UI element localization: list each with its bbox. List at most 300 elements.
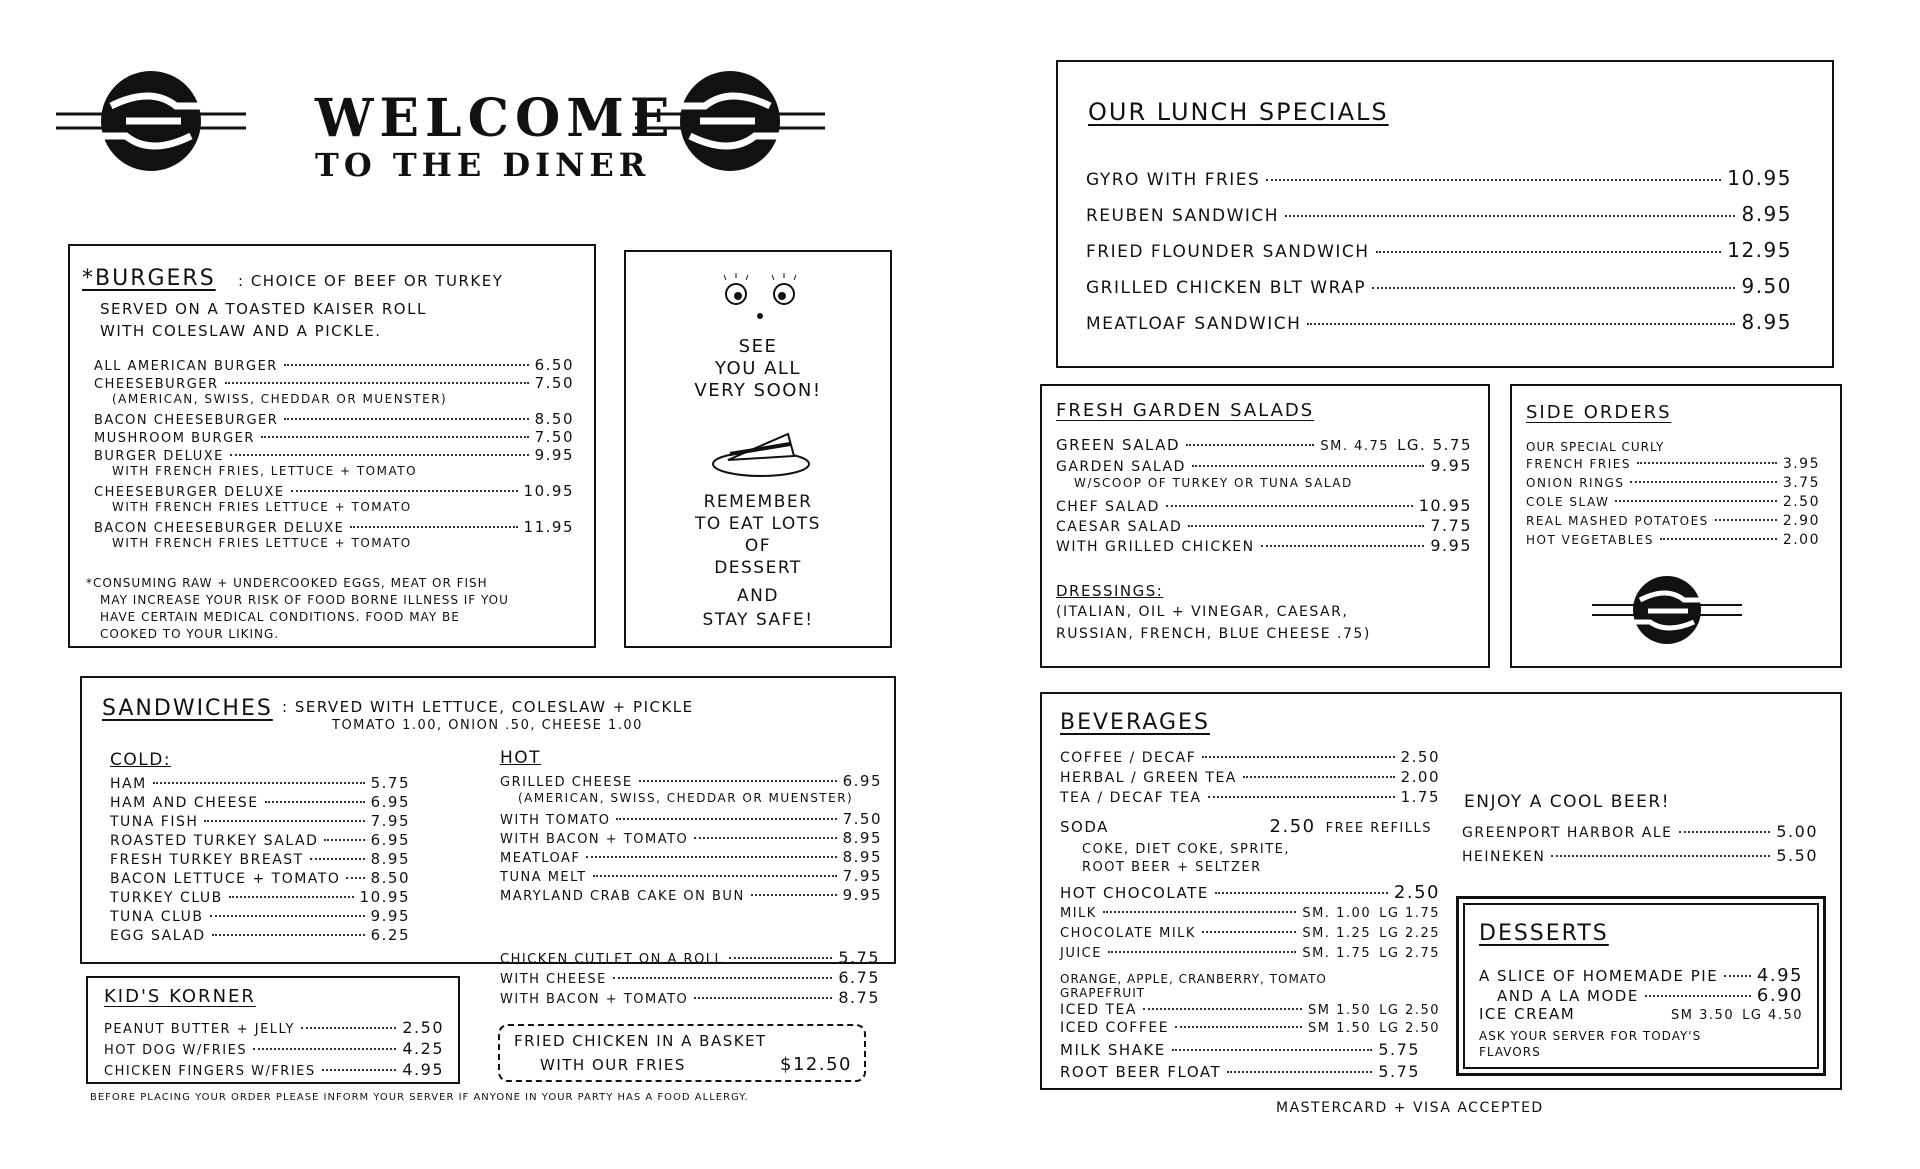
menu-item-name: WITH FRENCH FRIES LETTUCE + TOMATO — [112, 536, 412, 550]
pie-price: 4.95 — [1756, 965, 1803, 986]
message-line-1: SEE — [738, 336, 778, 357]
menu-item-name: FRENCH FRIES — [1526, 457, 1631, 471]
leader-dots — [751, 894, 837, 896]
kids-section — [86, 976, 460, 1084]
menu-item-name: JUICE — [1060, 946, 1102, 961]
menu-item-name: GRILLED CHEESE — [500, 775, 633, 790]
menu-item-row — [1462, 846, 1818, 865]
a-la-mode-row — [1497, 985, 1803, 1006]
menu-item-row — [1060, 768, 1440, 786]
soda-name: SODA — [1060, 818, 1109, 836]
leader-dots — [639, 780, 837, 782]
menu-item-row — [1056, 496, 1472, 515]
pie-slice-icon — [706, 420, 816, 480]
size-small-price: SM 1.50 — [1308, 1021, 1372, 1036]
leader-dots — [324, 839, 364, 841]
menu-item-name: REAL MASHED POTATOES — [1526, 514, 1709, 528]
sides-list — [1526, 456, 1820, 556]
menu-item-row — [500, 968, 880, 987]
green-salad-sm: SM. 4.75 — [1320, 439, 1390, 454]
menu-item-row — [500, 948, 880, 967]
menu-item-name: GARDEN SALAD — [1056, 459, 1186, 475]
menu-item-price: 3.95 — [1782, 456, 1820, 472]
menu-item-row — [1086, 238, 1792, 262]
menu-item-row — [94, 518, 574, 536]
menu-item-row — [110, 926, 410, 944]
soda-types-2: ROOT BEER + SELTZER — [1082, 860, 1262, 875]
menu-item-row — [1060, 748, 1440, 766]
menu-item-row — [500, 988, 880, 1007]
leader-dots — [729, 957, 832, 959]
cold-sandwich-list — [110, 774, 410, 954]
menu-item-row — [500, 867, 882, 885]
leader-dots — [1166, 505, 1413, 507]
menu-item-price: 5.75 — [1378, 1040, 1420, 1059]
hot-title: HOT — [500, 748, 542, 768]
menu-item-name: WITH GRILLED CHICKEN — [1056, 539, 1255, 555]
leader-dots — [1186, 444, 1314, 446]
leader-dots — [261, 436, 529, 438]
menu-item-name: MARYLAND CRAB CAKE ON BUN — [500, 889, 745, 904]
leader-dots — [1103, 911, 1297, 913]
size-large-price: LG 1.75 — [1379, 906, 1440, 921]
menu-item-name: GRILLED CHICKEN BLT WRAP — [1086, 278, 1367, 298]
menu-item-price: 5.50 — [1776, 846, 1818, 865]
beer-title: ENJOY A COOL BEER! — [1464, 792, 1671, 812]
diner-logo-right — [625, 66, 825, 176]
green-salad-row — [1056, 436, 1472, 454]
leader-dots — [1227, 1071, 1372, 1073]
menu-item-price: 5.75 — [1378, 1062, 1420, 1081]
welcome-title: WELCOME — [315, 88, 676, 149]
menu-item-name: BACON LETTUCE + TOMATO — [110, 871, 341, 887]
menu-item-name: PEANUT BUTTER + JELLY — [104, 1022, 295, 1037]
menu-item-row — [104, 1039, 444, 1058]
fried-chicken-basket — [498, 1024, 866, 1082]
menu-item-price: 2.00 — [1400, 768, 1440, 786]
menu-item-price: 8.95 — [842, 829, 882, 847]
dressings-line-2: RUSSIAN, FRENCH, BLUE CHEESE .75) — [1056, 626, 1371, 642]
menu-item-name: CHEESEBURGER — [94, 377, 219, 392]
soda-price: 2.50 — [1269, 816, 1316, 837]
leader-dots — [1175, 1026, 1302, 1028]
menu-item-price: 2.50 — [402, 1018, 444, 1037]
side-orders-section — [1510, 384, 1842, 668]
menu-item-price: 2.50 — [1400, 748, 1440, 766]
hot-chocolate-name: HOT CHOCOLATE — [1060, 884, 1209, 902]
sandwiches-sub-1: : SERVED WITH LETTUCE, COLESLAW + PICKLE — [282, 698, 694, 716]
menu-item-row — [1526, 532, 1820, 548]
menu-item-row — [94, 374, 574, 392]
menu-item-row — [1086, 202, 1792, 226]
menu-item-name: ICED TEA — [1060, 1002, 1137, 1018]
menu-item-row — [94, 536, 574, 550]
leader-dots — [1261, 545, 1425, 547]
menu-item-price: 6.25 — [370, 926, 410, 944]
hot-chocolate-price: 2.50 — [1393, 882, 1440, 903]
kids-list — [104, 1018, 444, 1084]
menu-item-row — [1060, 788, 1440, 806]
leader-dots — [1172, 1049, 1373, 1051]
menu-item-name: ROOT BEER FLOAT — [1060, 1063, 1222, 1081]
leader-dots — [1202, 931, 1296, 933]
green-salad-lg: LG. 5.75 — [1397, 436, 1472, 454]
menu-item-row — [1086, 274, 1792, 298]
menu-item-row — [1526, 494, 1820, 510]
menu-item-row — [500, 772, 882, 790]
menu-item-row — [1056, 476, 1472, 490]
menu-item-price: 10.95 — [359, 888, 410, 906]
menu-item-name: EGG SALAD — [110, 928, 206, 944]
menu-item-price: 9.50 — [1741, 274, 1792, 298]
menu-item-name: CHICKEN CUTLET ON A ROLL — [500, 952, 724, 967]
menu-item-price: 2.50 — [1782, 494, 1820, 510]
menu-item-price: 9.95 — [1430, 536, 1472, 555]
menu-item-price: 3.75 — [1782, 475, 1820, 491]
menu-item-price: 2.90 — [1782, 513, 1820, 529]
menu-item-name: GREENPORT HARBOR ALE — [1462, 825, 1673, 841]
juice-types-2: GRAPEFRUIT — [1060, 986, 1146, 1000]
ice-cream-row — [1479, 1005, 1803, 1023]
message-line-3: VERY SOON! — [694, 380, 822, 401]
diner-logo-small — [1592, 570, 1742, 650]
leader-dots — [153, 782, 365, 784]
sandwiches-sub-2: TOMATO 1.00, ONION .50, CHEESE 1.00 — [332, 718, 643, 733]
menu-item-row — [104, 1018, 444, 1037]
leader-dots — [284, 364, 529, 366]
leader-dots — [253, 1048, 396, 1050]
menu-item-name: ROASTED TURKEY SALAD — [110, 833, 319, 849]
ice-cream-sm: SM 3.50 — [1671, 1008, 1735, 1023]
menu-item-price: 9.95 — [370, 907, 410, 925]
menu-item-price: 11.95 — [523, 518, 574, 536]
fried-chicken-line-1: FRIED CHICKEN IN A BASKET — [514, 1032, 767, 1050]
menu-item-price: 9.95 — [1430, 456, 1472, 475]
menu-item-name: WITH FRENCH FRIES, LETTUCE + TOMATO — [112, 464, 418, 478]
menu-item-row — [110, 831, 410, 849]
menu-item-name: CHOCOLATE MILK — [1060, 926, 1196, 941]
leader-dots — [265, 801, 365, 803]
a-la-mode-price: 6.90 — [1756, 985, 1803, 1006]
menu-item-row — [110, 907, 410, 925]
salads-title: FRESH GARDEN SALADS — [1056, 400, 1315, 421]
leader-dots — [1372, 287, 1735, 289]
leader-dots — [284, 418, 528, 420]
size-large-price: LG 2.50 — [1379, 1003, 1440, 1018]
menu-item-row — [1060, 1020, 1440, 1036]
menu-item-name: BURGER DELUXE — [94, 449, 224, 464]
menu-item-price: 8.50 — [534, 410, 574, 428]
leader-dots — [229, 896, 354, 898]
lunch-specials-section — [1056, 60, 1834, 368]
size-large-price: LG 2.50 — [1379, 1021, 1440, 1036]
green-salad-name: GREEN SALAD — [1056, 436, 1181, 454]
hot-sandwich-list — [500, 772, 882, 912]
message-section — [624, 250, 892, 648]
soda-types-1: COKE, DIET COKE, SPRITE, — [1082, 842, 1291, 857]
burgers-desc-1: SERVED ON A TOASTED KAISER ROLL — [100, 300, 427, 318]
ask-server-2: FLAVORS — [1479, 1045, 1541, 1059]
menu-item-name: BACON CHEESEBURGER — [94, 413, 279, 428]
leader-dots — [204, 820, 364, 822]
menu-item-name: ONION RINGS — [1526, 476, 1625, 490]
soda-row — [1060, 816, 1440, 837]
menu-item-name: WITH TOMATO — [500, 813, 611, 828]
menu-item-name: HERBAL / GREEN TEA — [1060, 770, 1237, 786]
leader-dots — [1243, 776, 1395, 778]
menu-item-row — [1060, 1040, 1420, 1059]
leader-dots — [1215, 892, 1388, 894]
menu-item-name: MILK SHAKE — [1060, 1041, 1166, 1059]
salads-section — [1040, 384, 1490, 668]
food-warning-2: MAY INCREASE YOUR RISK OF FOOD BORNE ILLNESS IF YOU — [100, 593, 509, 607]
menu-item-price: 10.95 — [1418, 496, 1472, 515]
menu-item-name: WITH BACON + TOMATO — [500, 832, 689, 847]
food-warning-1: *CONSUMING RAW + UNDERCOOKED EGGS, MEAT OR FISH — [86, 576, 488, 590]
menu-item-name: CAESAR SALAD — [1056, 519, 1183, 535]
menu-item-price: 5.00 — [1776, 822, 1818, 841]
leader-dots — [1715, 519, 1777, 521]
leader-dots — [225, 382, 529, 384]
menu-item-name: MILK — [1060, 906, 1097, 921]
menu-item-name: ALL AMERICAN BURGER — [94, 359, 278, 374]
menu-item-price: 6.95 — [370, 831, 410, 849]
menu-item-row — [94, 428, 574, 446]
menu-item-price: 8.50 — [370, 869, 410, 887]
beverages-section — [1040, 692, 1842, 1090]
juice-types-1: ORANGE, APPLE, CRANBERRY, TOMATO — [1060, 972, 1327, 986]
hot-chocolate-row — [1060, 882, 1440, 903]
size-small-price: SM. 1.25 — [1302, 926, 1372, 941]
leader-dots — [694, 997, 832, 999]
menu-item-row — [104, 1060, 444, 1079]
menu-item-price: 6.95 — [370, 793, 410, 811]
leader-dots — [350, 526, 517, 528]
pie-row — [1479, 965, 1803, 986]
menu-item-price: 5.75 — [838, 948, 880, 967]
menu-item-row — [1060, 946, 1440, 961]
menu-item-name: HOT VEGETABLES — [1526, 533, 1655, 547]
sandwiches-section — [80, 676, 896, 964]
leader-dots — [1188, 525, 1424, 527]
menu-item-name: CHEF SALAD — [1056, 499, 1160, 515]
menu-item-price: 1.75 — [1400, 788, 1440, 806]
beer-list — [1462, 822, 1818, 872]
menu-item-name: GYRO WITH FRIES — [1086, 170, 1261, 190]
dressings-line-1: (ITALIAN, OIL + VINEGAR, CAESAR, — [1056, 604, 1349, 620]
leader-dots — [1551, 855, 1770, 857]
leader-dots — [212, 934, 365, 936]
menu-item-name: W/SCOOP OF TURKEY OR TUNA SALAD — [1074, 476, 1353, 490]
menu-item-row — [94, 464, 574, 478]
menu-item-row — [1086, 166, 1792, 190]
leader-dots — [694, 837, 836, 839]
menu-item-row — [94, 482, 574, 500]
menu-item-name: FRIED FLOUNDER SANDWICH — [1086, 242, 1370, 262]
menu-item-name: MUSHROOM BURGER — [94, 431, 255, 446]
menu-item-name: WITH CHEESE — [500, 972, 607, 987]
salad-list — [1056, 456, 1472, 576]
fried-chicken-price: $12.50 — [780, 1054, 852, 1075]
message-line-9: STAY SAFE! — [702, 610, 814, 630]
message-line-8: AND — [737, 586, 779, 606]
menu-item-price: 7.50 — [842, 810, 882, 828]
menu-item-row — [1056, 456, 1472, 475]
menu-item-row — [500, 848, 882, 866]
menu-item-row — [94, 356, 574, 374]
leader-dots — [1192, 465, 1424, 467]
payment-note: MASTERCARD + VISA ACCEPTED — [1276, 1100, 1544, 1116]
menu-item-price: 8.95 — [370, 850, 410, 868]
message-line-5: TO EAT LOTS — [695, 514, 821, 534]
menu-item-row — [1060, 906, 1440, 921]
menu-item-price: 7.50 — [534, 374, 574, 392]
leader-dots — [1376, 251, 1722, 253]
menu-item-name: FRESH TURKEY BREAST — [110, 852, 304, 868]
menu-item-name: BACON CHEESEBURGER DELUXE — [94, 521, 345, 536]
desserts-title: DESSERTS — [1479, 921, 1609, 946]
menu-item-price: 10.95 — [523, 482, 574, 500]
sides-title: SIDE ORDERS — [1526, 402, 1672, 423]
menu-item-price: 8.75 — [838, 988, 880, 1007]
dressings-title: DRESSINGS: — [1056, 582, 1164, 600]
burgers-list — [94, 356, 574, 556]
sandwiches-title: SANDWICHES — [102, 696, 273, 721]
menu-item-row — [1526, 456, 1820, 472]
menu-item-price: 2.00 — [1782, 532, 1820, 548]
ice-cream-lg: LG 4.50 — [1742, 1008, 1803, 1023]
menu-item-price: 6.75 — [838, 968, 880, 987]
message-line-4: REMEMBER — [703, 492, 813, 512]
menu-item-price: 6.95 — [842, 772, 882, 790]
menu-item-name: HAM AND CHEESE — [110, 795, 259, 811]
size-small-price: SM 1.50 — [1308, 1003, 1372, 1018]
menu-item-row — [500, 810, 882, 828]
menu-item-row — [1526, 475, 1820, 491]
menu-item-name: MEATLOAF SANDWICH — [1086, 314, 1302, 334]
menu-item-name: TUNA MELT — [500, 870, 587, 885]
menu-item-price: 5.75 — [370, 774, 410, 792]
message-line-6: OF — [744, 536, 772, 556]
leader-dots — [1679, 831, 1771, 833]
menu-item-name: (AMERICAN, SWISS, CHEDDAR OR MUENSTER) — [518, 791, 854, 805]
menu-item-row — [1056, 536, 1472, 555]
menu-item-name: TEA / DECAF TEA — [1060, 790, 1202, 806]
leader-dots — [1108, 951, 1296, 953]
menu-item-row — [500, 791, 882, 805]
leader-dots — [310, 858, 365, 860]
menu-item-row — [94, 410, 574, 428]
menu-item-price: 8.95 — [842, 848, 882, 866]
leader-dots — [1630, 481, 1776, 483]
leader-dots — [210, 915, 365, 917]
size-small-price: SM. 1.75 — [1302, 946, 1372, 961]
menu-item-name: WITH FRENCH FRIES LETTUCE + TOMATO — [112, 500, 412, 514]
menu-item-row — [1462, 822, 1818, 841]
menu-item-row — [1526, 513, 1820, 529]
fried-chicken-line-2: WITH OUR FRIES — [540, 1056, 686, 1074]
diner-subtitle: TO THE DINER — [315, 146, 651, 184]
leader-dots — [616, 818, 836, 820]
beverages-title: BEVERAGES — [1060, 710, 1210, 735]
allergy-note: BEFORE PLACING YOUR ORDER PLEASE INFORM YOUR SERVER IF ANYONE IN YOUR PARTY HAS A FOOD ALLERGY. — [90, 1092, 749, 1103]
leader-dots — [1660, 538, 1777, 540]
burgers-title: *BURGERS — [82, 266, 216, 291]
leader-dots — [1143, 1008, 1302, 1010]
sized-drink-list — [1060, 906, 1440, 972]
menu-item-name: MEATLOAF — [500, 851, 581, 866]
menu-item-name: CHEESEBURGER DELUXE — [94, 485, 285, 500]
a-la-mode-name: AND A LA MODE — [1497, 987, 1639, 1005]
ask-server-1: ASK YOUR SERVER FOR TODAY'S — [1479, 1029, 1702, 1043]
pie-name: A SLICE OF HOMEMADE PIE — [1479, 967, 1719, 985]
menu-item-row — [110, 869, 410, 887]
menu-item-price: 7.75 — [1430, 516, 1472, 535]
diner-logo-left — [56, 66, 256, 176]
menu-item-price: 4.25 — [402, 1039, 444, 1058]
leader-dots — [1307, 323, 1735, 325]
menu-item-price: 9.95 — [534, 446, 574, 464]
menu-item-price: 8.95 — [1741, 310, 1792, 334]
menu-item-name: COLE SLAW — [1526, 495, 1610, 509]
sides-special: OUR SPECIAL CURLY — [1526, 440, 1665, 454]
menu-item-name: HAM — [110, 776, 147, 792]
menu-item-row — [1060, 1062, 1420, 1081]
menu-item-price: 6.50 — [534, 356, 574, 374]
menu-item-name: TURKEY CLUB — [110, 890, 223, 906]
leader-dots — [1724, 975, 1751, 977]
menu-item-price: 4.95 — [402, 1060, 444, 1079]
size-large-price: LG 2.75 — [1379, 946, 1440, 961]
menu-item-price: 12.95 — [1727, 238, 1792, 262]
leader-dots — [1285, 215, 1735, 217]
leader-dots — [301, 1027, 396, 1029]
menu-item-name: COFFEE / DECAF — [1060, 750, 1197, 766]
message-line-2: YOU ALL — [715, 358, 801, 379]
menu-item-name: REUBEN SANDWICH — [1086, 206, 1280, 226]
menu-item-row — [94, 392, 574, 406]
menu-item-row — [500, 886, 882, 904]
menu-item-price: 10.95 — [1727, 166, 1792, 190]
leader-dots — [291, 490, 518, 492]
menu-item-name: HOT DOG W/FRIES — [104, 1043, 248, 1058]
ice-cream-name: ICE CREAM — [1479, 1005, 1576, 1023]
leader-dots — [586, 856, 836, 858]
food-warning-4: COOKED TO YOUR LIKING. — [100, 627, 280, 641]
menu-item-name: (AMERICAN, SWISS, CHEDDAR OR MUENSTER) — [112, 392, 448, 406]
menu-item-row — [110, 888, 410, 906]
menu-item-row — [500, 829, 882, 847]
food-warning-3: HAVE CERTAIN MEDICAL CONDITIONS. FOOD MAY BE — [100, 610, 460, 624]
leader-dots — [1202, 756, 1394, 758]
burgers-choice: : CHOICE OF BEEF OR TURKEY — [238, 272, 504, 290]
leader-dots — [346, 877, 364, 879]
kids-title: KID'S KORNER — [104, 986, 256, 1007]
leader-dots — [1637, 462, 1777, 464]
menu-item-row — [110, 812, 410, 830]
menu-item-name: ICED COFFEE — [1060, 1020, 1170, 1036]
menu-item-row — [94, 500, 574, 514]
leader-dots — [613, 977, 833, 979]
right-menu-page — [1040, 0, 1880, 1169]
beverage-list — [1060, 748, 1440, 818]
menu-item-name: TUNA CLUB — [110, 909, 204, 925]
menu-item-row — [1086, 310, 1792, 334]
menu-item-price: 8.95 — [1741, 202, 1792, 226]
leader-dots — [1208, 796, 1395, 798]
menu-item-name: CHICKEN FINGERS W/FRIES — [104, 1064, 316, 1079]
leader-dots — [1645, 995, 1751, 997]
